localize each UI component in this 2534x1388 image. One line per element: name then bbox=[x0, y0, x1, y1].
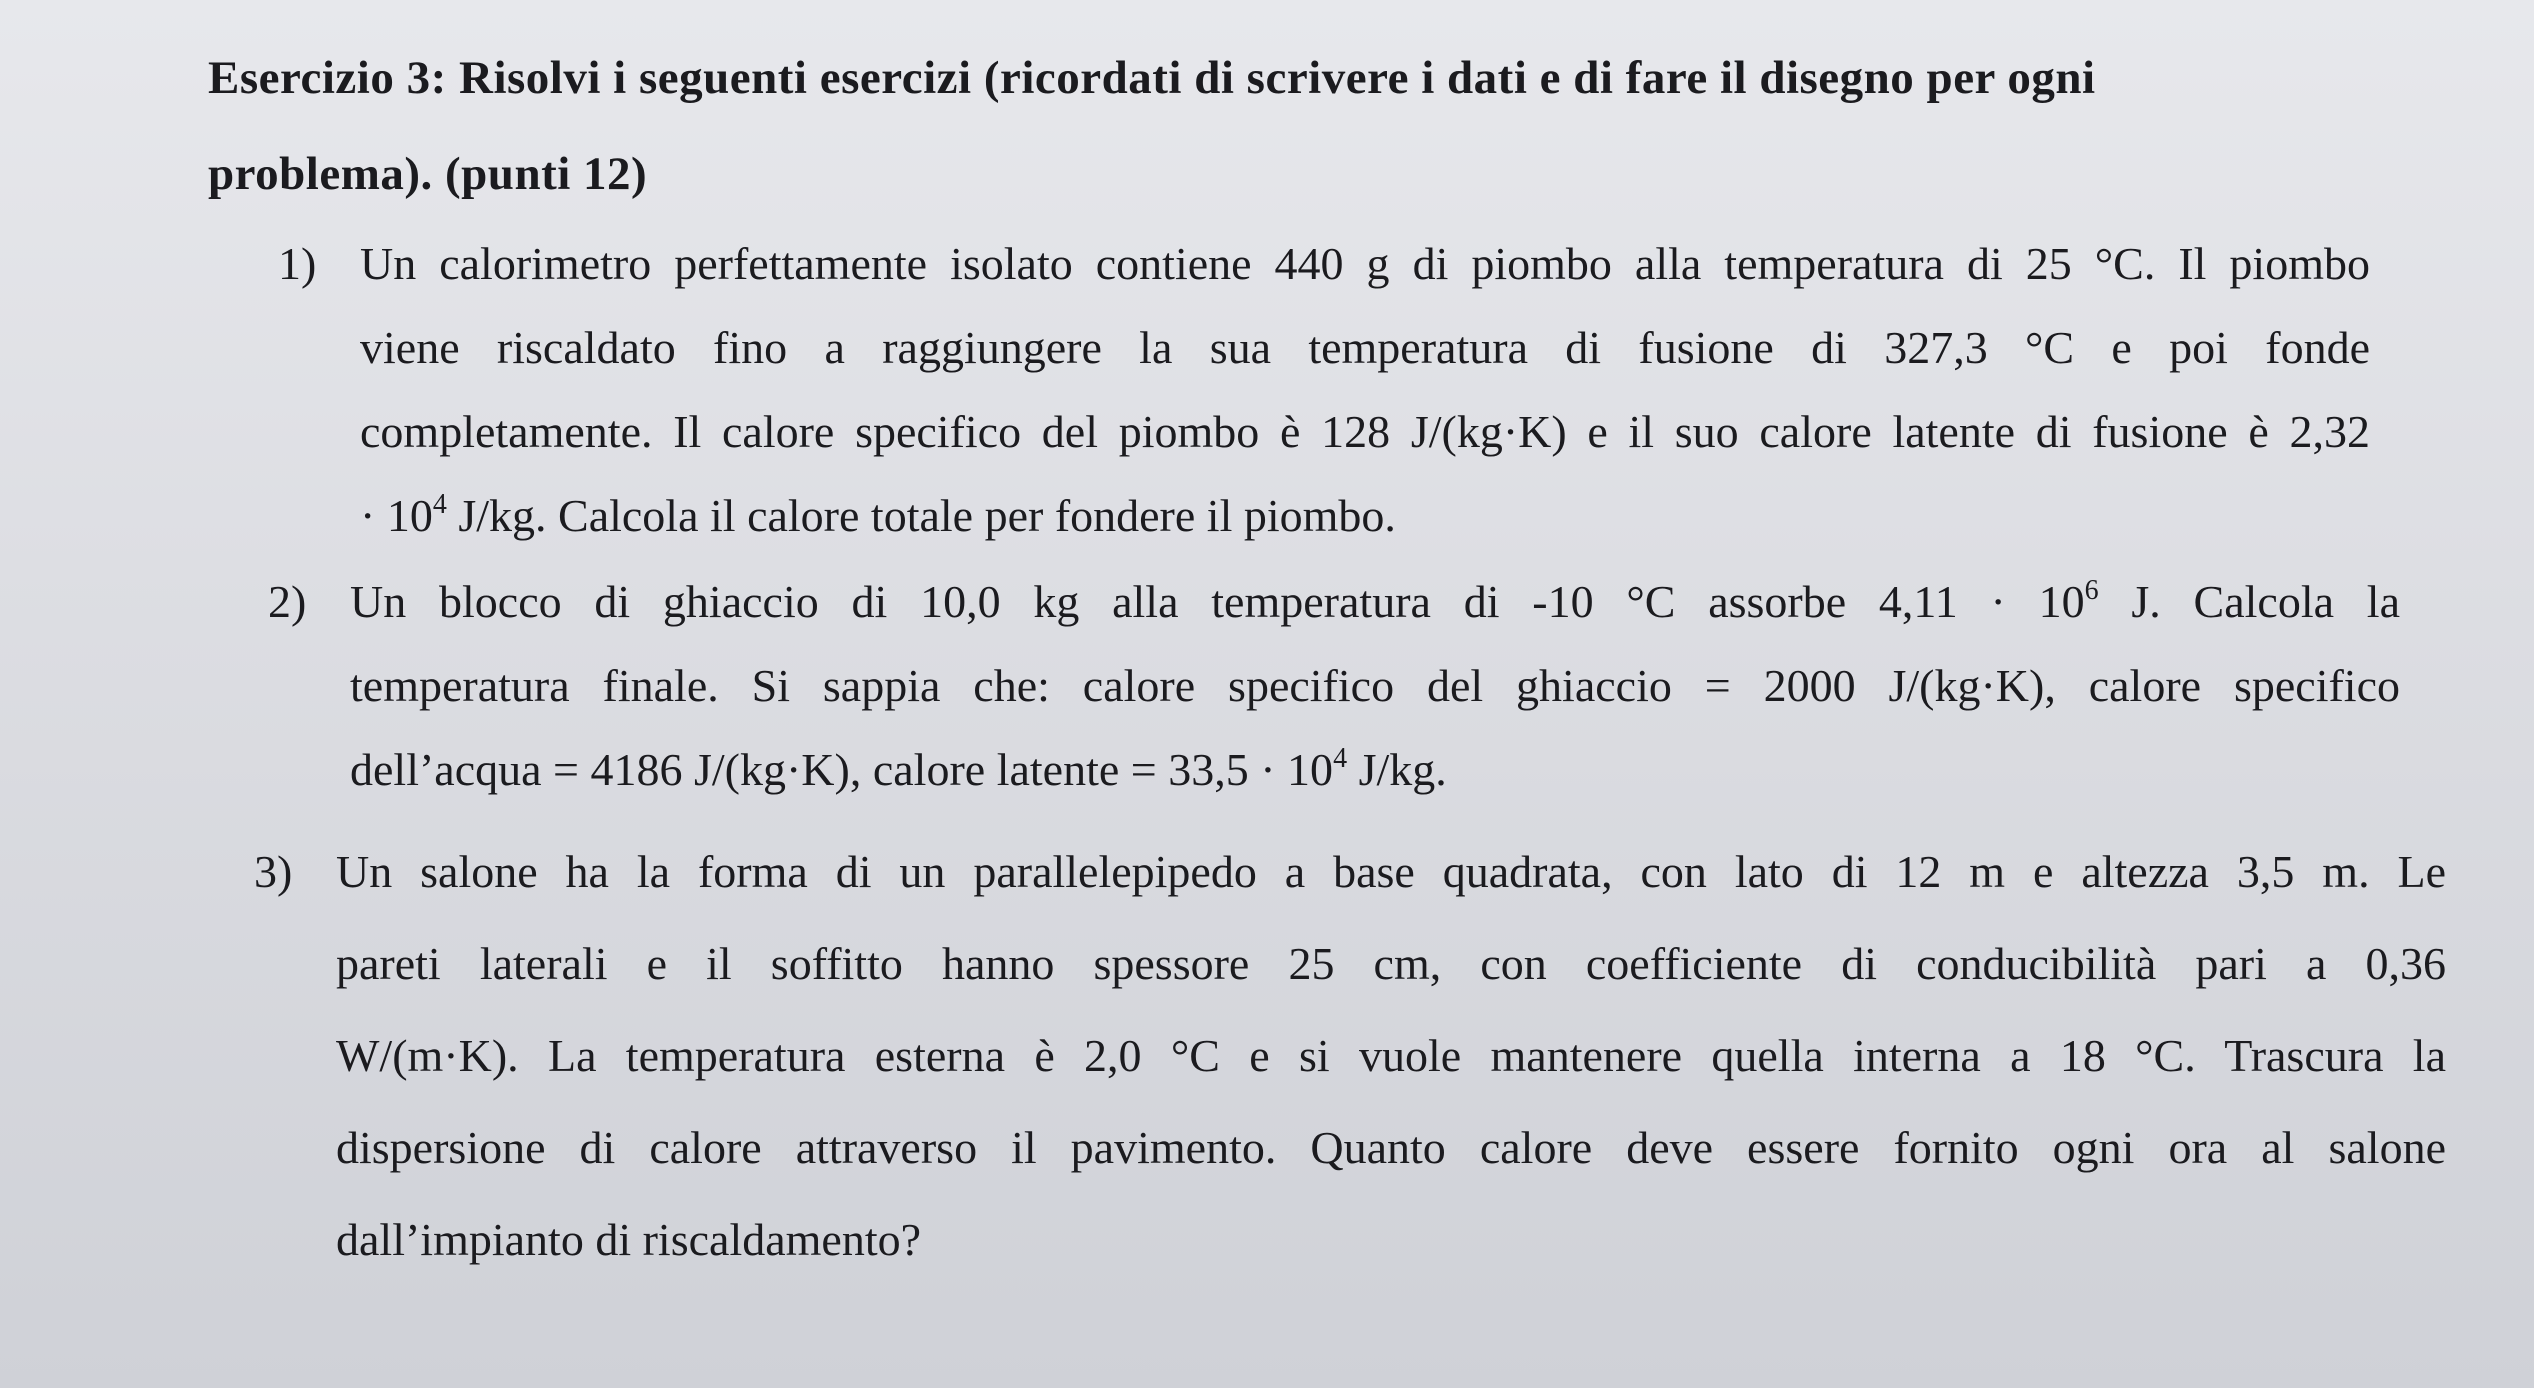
problem-2 bbox=[268, 560, 2400, 812]
problem-2-exponent-1: 6 bbox=[2084, 575, 2099, 606]
problem-3-line-2: pareti laterali e il soffitto hanno spessore 25 cm, con coefficiente di conducibilità pari a 0,36 bbox=[336, 938, 2446, 989]
problem-2-line-3-pre: dell’acqua = 4186 J/(kg·K), calore latente = 33,5 · 10 bbox=[350, 744, 1334, 795]
problem-3-line-3: W/(m·K). La temperatura esterna è 2,0 °C e si vuole mantenere quella interna a 18 °C. Trascura la bbox=[336, 1030, 2446, 1081]
problem-3 bbox=[254, 826, 2446, 1286]
problem-1-line-4-pre: · 10 bbox=[360, 490, 433, 541]
problem-2-line-1-pre: Un blocco di ghiaccio di 10,0 kg alla temperatura di -10 °C assorbe 4,11 · 10 bbox=[350, 576, 2085, 627]
problem-2-line-3 bbox=[350, 728, 2400, 812]
problem-2-exponent-2: 4 bbox=[1333, 743, 1348, 774]
heading-line-2: problema). (punti 12) bbox=[208, 148, 648, 200]
problem-1-line-4 bbox=[360, 474, 2370, 558]
problem-1 bbox=[278, 222, 2370, 558]
problem-2-line-1-post: J. Calcola la bbox=[2098, 576, 2400, 627]
problem-3-line-4: dispersione di calore attraverso il pavimento. Quanto calore deve essere fornito ogni ora al salone bbox=[336, 1122, 2446, 1173]
problem-1-line-1: Un calorimetro perfettamente isolato contiene 440 g di piombo alla temperatura di 25 °C. Il piombo bbox=[360, 238, 2370, 289]
problem-number: 1) bbox=[278, 238, 317, 289]
problem-2-line-3-post: J/kg. bbox=[1347, 744, 1447, 795]
exercise-heading bbox=[208, 30, 2358, 222]
problem-3-line-1: Un salone ha la forma di un parallelepipedo a base quadrata, con lato di 12 m e altezza 3,5 m. Le bbox=[336, 846, 2446, 897]
problem-2-line-1 bbox=[350, 560, 2400, 644]
heading-line-1: Esercizio 3: Risolvi i seguenti esercizi (ricordati di scrivere i dati e di fare il disegno per ogni bbox=[208, 52, 2096, 104]
problem-number: 3) bbox=[254, 846, 293, 897]
problem-number: 2) bbox=[268, 576, 307, 627]
problem-1-line-2: viene riscaldato fino a raggiungere la sua temperatura di fusione di 327,3 °C e poi fonde bbox=[360, 322, 2370, 373]
problem-1-line-4-post: J/kg. Calcola il calore totale per fondere il piombo. bbox=[446, 490, 1396, 541]
problem-1-exponent: 4 bbox=[432, 489, 447, 520]
problem-1-line-3: completamente. Il calore specifico del piombo è 128 J/(kg·K) e il suo calore latente di fusione è 2,32 bbox=[360, 406, 2370, 457]
problem-3-line-5: dall’impianto di riscaldamento? bbox=[336, 1214, 922, 1265]
problem-2-line-2: temperatura finale. Si sappia che: calore specifico del ghiaccio = 2000 J/(kg·K), calore specifico bbox=[350, 660, 2400, 711]
